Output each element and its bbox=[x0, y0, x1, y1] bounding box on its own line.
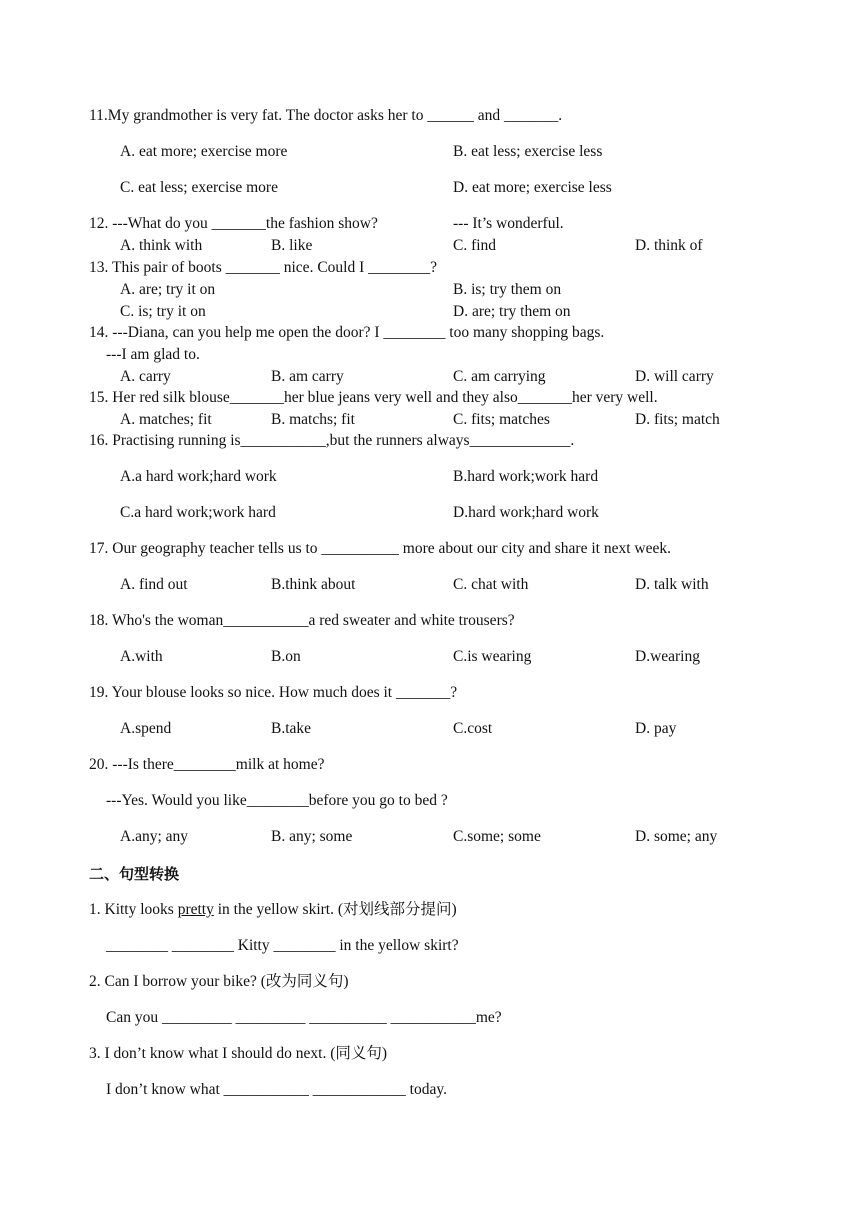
question-18-stem: 18. Who's the woman___________a red sweater and white trousers? bbox=[89, 612, 515, 629]
question-20-reply: ---Yes. Would you like________before you go to bed ? bbox=[106, 792, 448, 809]
question-15-option-a: A. matches; fit bbox=[120, 411, 212, 428]
question-17-option-c: C. chat with bbox=[453, 576, 529, 593]
question-18-option-b: B.on bbox=[271, 648, 301, 665]
question-13-option-c: C. is; try it on bbox=[120, 303, 206, 320]
question-12-stem: 12. ---What do you _______the fashion show? bbox=[89, 215, 378, 232]
question-15-option-c: C. fits; matches bbox=[453, 411, 550, 428]
question-20-option-c: C.some; some bbox=[453, 828, 541, 845]
question-14-stem: 14. ---Diana, can you help me open the door? I ________ too many shopping bags. bbox=[89, 324, 605, 341]
question-17-stem: 17. Our geography teacher tells us to __________ more about our city and share it next week. bbox=[89, 540, 671, 557]
question-20-option-d: D. some; any bbox=[635, 828, 718, 845]
question-14-option-d: D. will carry bbox=[635, 368, 714, 385]
question-11-stem: 11.My grandmother is very fat. The doctor asks her to ______ and _______. bbox=[89, 107, 563, 124]
question-13-option-a: A. are; try it on bbox=[120, 281, 216, 298]
question-11-option-d: D. eat more; exercise less bbox=[453, 179, 612, 196]
question-16-option-b: B.hard work;work hard bbox=[453, 468, 599, 485]
question-17-option-d: D. talk with bbox=[635, 576, 709, 593]
question-14-option-b: B. am carry bbox=[271, 368, 344, 385]
question-18-option-d: D.wearing bbox=[635, 648, 700, 665]
question-20-option-a: A.any; any bbox=[120, 828, 189, 845]
question-14-option-a: A. carry bbox=[120, 368, 171, 385]
transform-1-underlined-word: pretty bbox=[177, 901, 214, 918]
transform-1-prefix: 1. Kitty looks bbox=[89, 901, 178, 918]
question-11-option-a: A. eat more; exercise more bbox=[120, 143, 288, 160]
question-16-option-c: C.a hard work;work hard bbox=[120, 504, 276, 521]
question-14-reply: ---I am glad to. bbox=[106, 346, 200, 363]
transform-3-answer-line: I don’t know what ___________ ____________ today. bbox=[106, 1081, 447, 1098]
transform-3-prompt: 3. I don’t know what I should do next. (同义句) bbox=[89, 1045, 388, 1062]
question-12-option-b: B. like bbox=[271, 237, 313, 254]
transform-1-suffix: in the yellow skirt. (对划线部分提问) bbox=[213, 901, 457, 918]
question-19-stem: 19. Your blouse looks so nice. How much does it _______? bbox=[89, 684, 458, 701]
question-12-option-a: A. think with bbox=[120, 237, 203, 254]
question-19-option-d: D. pay bbox=[635, 720, 677, 737]
question-18-option-a: A.with bbox=[120, 648, 163, 665]
transform-2-answer-line: Can you _________ _________ __________ ___________me? bbox=[106, 1009, 502, 1026]
question-16-option-a: A.a hard work;hard work bbox=[120, 468, 277, 485]
transform-1-answer-line: ________ ________ Kitty ________ in the yellow skirt? bbox=[106, 937, 459, 954]
question-16-stem: 16. Practising running is___________,but the runners always_____________. bbox=[89, 432, 575, 449]
question-13-option-b: B. is; try them on bbox=[453, 281, 562, 298]
question-18-option-c: C.is wearing bbox=[453, 648, 532, 665]
question-11-option-b: B. eat less; exercise less bbox=[453, 143, 603, 160]
question-17-option-a: A. find out bbox=[120, 576, 188, 593]
question-20-stem: 20. ---Is there________milk at home? bbox=[89, 756, 325, 773]
question-14-option-c: C. am carrying bbox=[453, 368, 546, 385]
section-2-heading: 二、句型转换 bbox=[89, 865, 180, 883]
question-13-stem: 13. This pair of boots _______ nice. Could I ________? bbox=[89, 259, 438, 276]
question-13-option-d: D. are; try them on bbox=[453, 303, 571, 320]
question-20-option-b: B. any; some bbox=[271, 828, 353, 845]
question-15-stem: 15. Her red silk blouse_______her blue jeans very well and they also_______her very well. bbox=[89, 389, 658, 406]
question-19-option-b: B.take bbox=[271, 720, 312, 737]
transform-2-prompt: 2. Can I borrow your bike? (改为同义句) bbox=[89, 973, 349, 990]
question-15-option-b: B. matchs; fit bbox=[271, 411, 355, 428]
question-15-option-d: D. fits; match bbox=[635, 411, 720, 428]
question-12-option-d: D. think of bbox=[635, 237, 703, 254]
question-17-option-b: B.think about bbox=[271, 576, 356, 593]
question-12-option-c: C. find bbox=[453, 237, 497, 254]
question-19-option-a: A.spend bbox=[120, 720, 172, 737]
transform-1-prompt bbox=[89, 900, 457, 920]
question-12-reply: --- It’s wonderful. bbox=[453, 215, 564, 232]
question-11-option-c: C. eat less; exercise more bbox=[120, 179, 278, 196]
question-16-option-d: D.hard work;hard work bbox=[453, 504, 599, 521]
question-19-option-c: C.cost bbox=[453, 720, 493, 737]
